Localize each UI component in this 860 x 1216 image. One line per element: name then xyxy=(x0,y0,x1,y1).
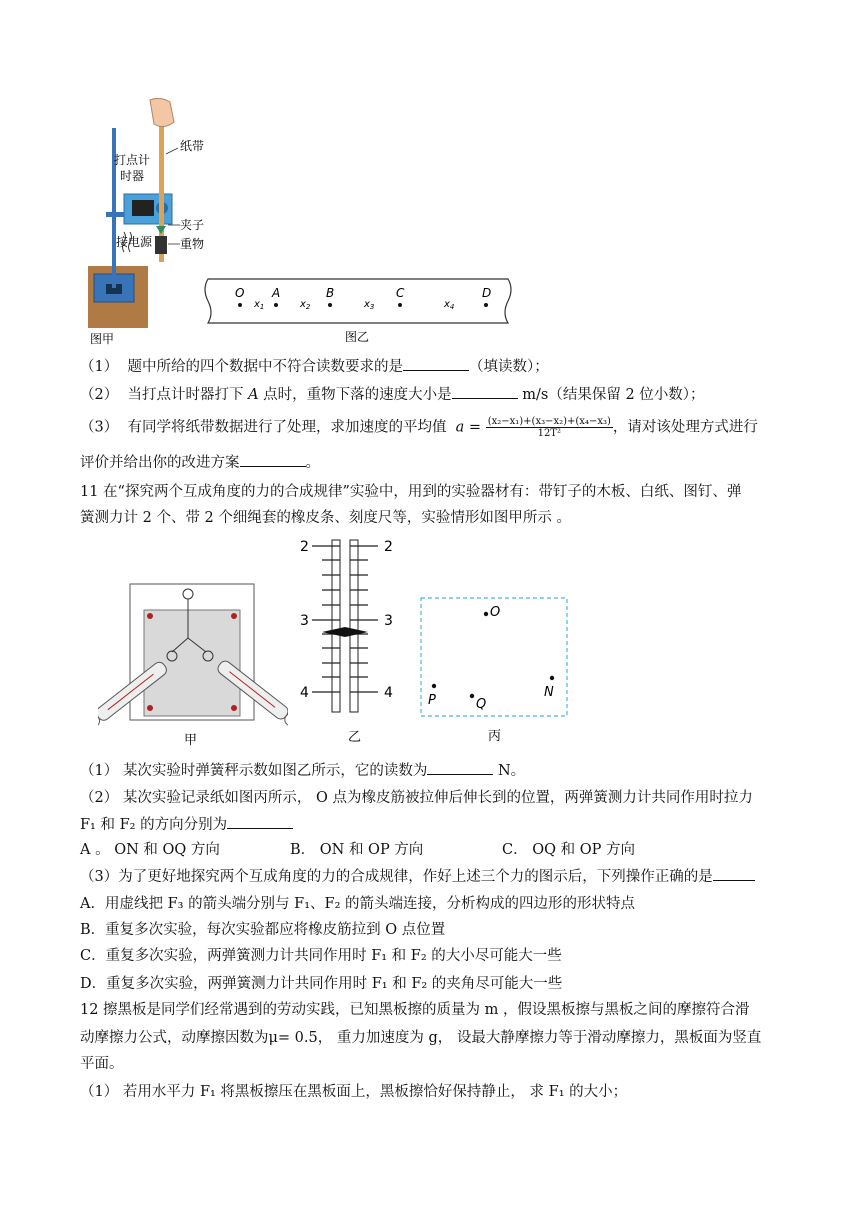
caption-jia-2: 甲 xyxy=(184,733,198,748)
q11-option-a[interactable]: A 。 ON 和 OQ 方向 xyxy=(80,842,220,858)
answer-blank[interactable] xyxy=(427,760,493,775)
q10-part1: （1） 题中所给的四个数据中不符合读数要求的是 （填读数）； xyxy=(80,356,549,377)
point-N-record: N xyxy=(544,685,554,700)
scale-label-4-right: 4 xyxy=(384,685,393,701)
answer-blank[interactable] xyxy=(452,384,518,399)
segment-x1: $x_1$ xyxy=(254,299,265,311)
answer-blank[interactable] xyxy=(713,866,755,881)
label-timer-2: 时器 xyxy=(120,169,145,183)
answer-blank[interactable] xyxy=(240,452,306,467)
q11-part2-line1: （2） 某次实验记录纸如图丙所示， O 点为橡皮筋被拉伸后伸长到的位置，两弹簧测力计共同作用时拉力 xyxy=(80,790,753,806)
label-tape: 纸带 xyxy=(180,139,205,153)
q11-part3: （3）为了更好地探究两个互成角度的力的合成规律，作好上述三个力的图示后，下列操作正确的是 xyxy=(80,866,755,887)
scale-label-2-right: 2 xyxy=(384,539,393,555)
segment-x2: $x_2$ xyxy=(300,299,311,311)
q11-part3-option-b[interactable]: B．重复多次实验，每次实验都应将橡皮筋拉到 O 点位置 xyxy=(80,922,446,938)
q11-stem-line2: 簧测力计 2 个、带 2 个细绳套的橡皮条、刻度尺等，实验情形如图甲所示 。 xyxy=(80,510,571,526)
figure-jia-board xyxy=(98,580,288,750)
q10-part3: （3） 有同学将纸带数据进行了处理，求加速度的平均值 a = $\frac{\text{(x₂−x₁)+(x₃−x₂)+(x₄−x₃)}}{\text{12T²}}$ ，请对该处理方式进行 xyxy=(80,416,758,439)
scale-label-2-left: 2 xyxy=(300,539,309,555)
q11-option-b[interactable]: B． ON 和 OP 方向 xyxy=(290,842,424,858)
q11-part3-option-c[interactable]: C．重复多次实验，两弹簧测力计共同作用时 F₁ 和 F₂ 的大小尽可能大一些 xyxy=(80,948,562,964)
formula-fraction: $\frac{\text{(x₂−x₁)+(x₃−x₂)+(x₄−x₃)}}{\text{12T²}}$ xyxy=(487,416,611,439)
answer-blank[interactable] xyxy=(403,356,469,371)
scale-label-3-right: 3 xyxy=(384,613,393,629)
caption-jia: 图甲 xyxy=(90,332,115,346)
point-P-record: P xyxy=(428,693,436,708)
label-weight: 重物 xyxy=(180,237,205,251)
figure-yi-tape xyxy=(200,275,520,345)
q11-option-c[interactable]: C． OQ 和 OP 方向 xyxy=(502,842,635,858)
figure-bing-record xyxy=(418,594,572,744)
point-C: C xyxy=(396,286,405,300)
point-Q-record: Q xyxy=(476,697,487,712)
figure-yi-scale xyxy=(292,536,422,746)
caption-yi: 图乙 xyxy=(345,330,370,344)
q12-stem-line3: 平面。 xyxy=(80,1056,124,1072)
label-power: 接电源 xyxy=(116,235,153,249)
answer-blank[interactable] xyxy=(227,814,293,829)
q11-part1: （1） 某次实验时弹簧秤示数如图乙所示，它的读数为 N。 xyxy=(80,760,525,781)
point-O: O xyxy=(235,286,245,300)
point-A: A xyxy=(272,286,281,300)
q12-part1: （1） 若用水平力 F₁ 将黑板擦压在黑板面上，黑板擦恰好保持静止， 求 F₁ 的大小； xyxy=(80,1084,628,1100)
q11-part3-option-d[interactable]: D．重复多次实验，两弹簧测力计共同作用时 F₁ 和 F₂ 的夹角尽可能大一些 xyxy=(80,976,563,992)
point-B: B xyxy=(326,286,335,300)
label-clip: 夹子 xyxy=(180,218,205,232)
scale-label-3-left: 3 xyxy=(300,613,309,629)
label-timer-1: 打点计 xyxy=(114,153,151,167)
q12-stem-line1: 12 擦黑板是同学们经常遇到的劳动实践，已知黑板擦的质量为 m ，假设黑板擦与黑板之间的摩擦符合滑 xyxy=(80,1002,750,1018)
q12-stem-line2: 动摩擦力公式，动摩擦因数为μ= 0.5， 重力加速度为 g， 设最大静摩擦力等于滑动摩擦力，黑板面为竖直 xyxy=(80,1030,762,1046)
segment-x4: $x_4$ xyxy=(444,299,455,311)
caption-yi-2: 乙 xyxy=(348,730,362,745)
point-D: D xyxy=(482,286,492,300)
q11-part3-option-a[interactable]: A．用虚线把 F₃ 的箭头端分别与 F₁、F₂ 的箭头端连接，分析构成的四边形的形状特点 xyxy=(80,896,636,912)
point-O-record: O xyxy=(490,605,501,620)
q10-part2: （2） 当打点计时器打下 A 点时，重物下落的速度大小是 m/s（结果保留 2 位小数）； xyxy=(80,384,705,405)
segment-x3: $x_3$ xyxy=(364,299,375,311)
scale-label-4-left: 4 xyxy=(300,685,309,701)
caption-bing: 丙 xyxy=(488,729,502,744)
q10-part3-cont: 评价并给出你的改进方案 。 xyxy=(80,452,320,473)
q11-stem-line1: 11 在“探究两个互成角度的力的合成规律”实验中，用到的实验器材有：带钉子的木板、白纸、图钉、弹 xyxy=(80,484,742,500)
q11-part2-line2: F₁ 和 F₂ 的方向分别为 xyxy=(80,814,293,835)
